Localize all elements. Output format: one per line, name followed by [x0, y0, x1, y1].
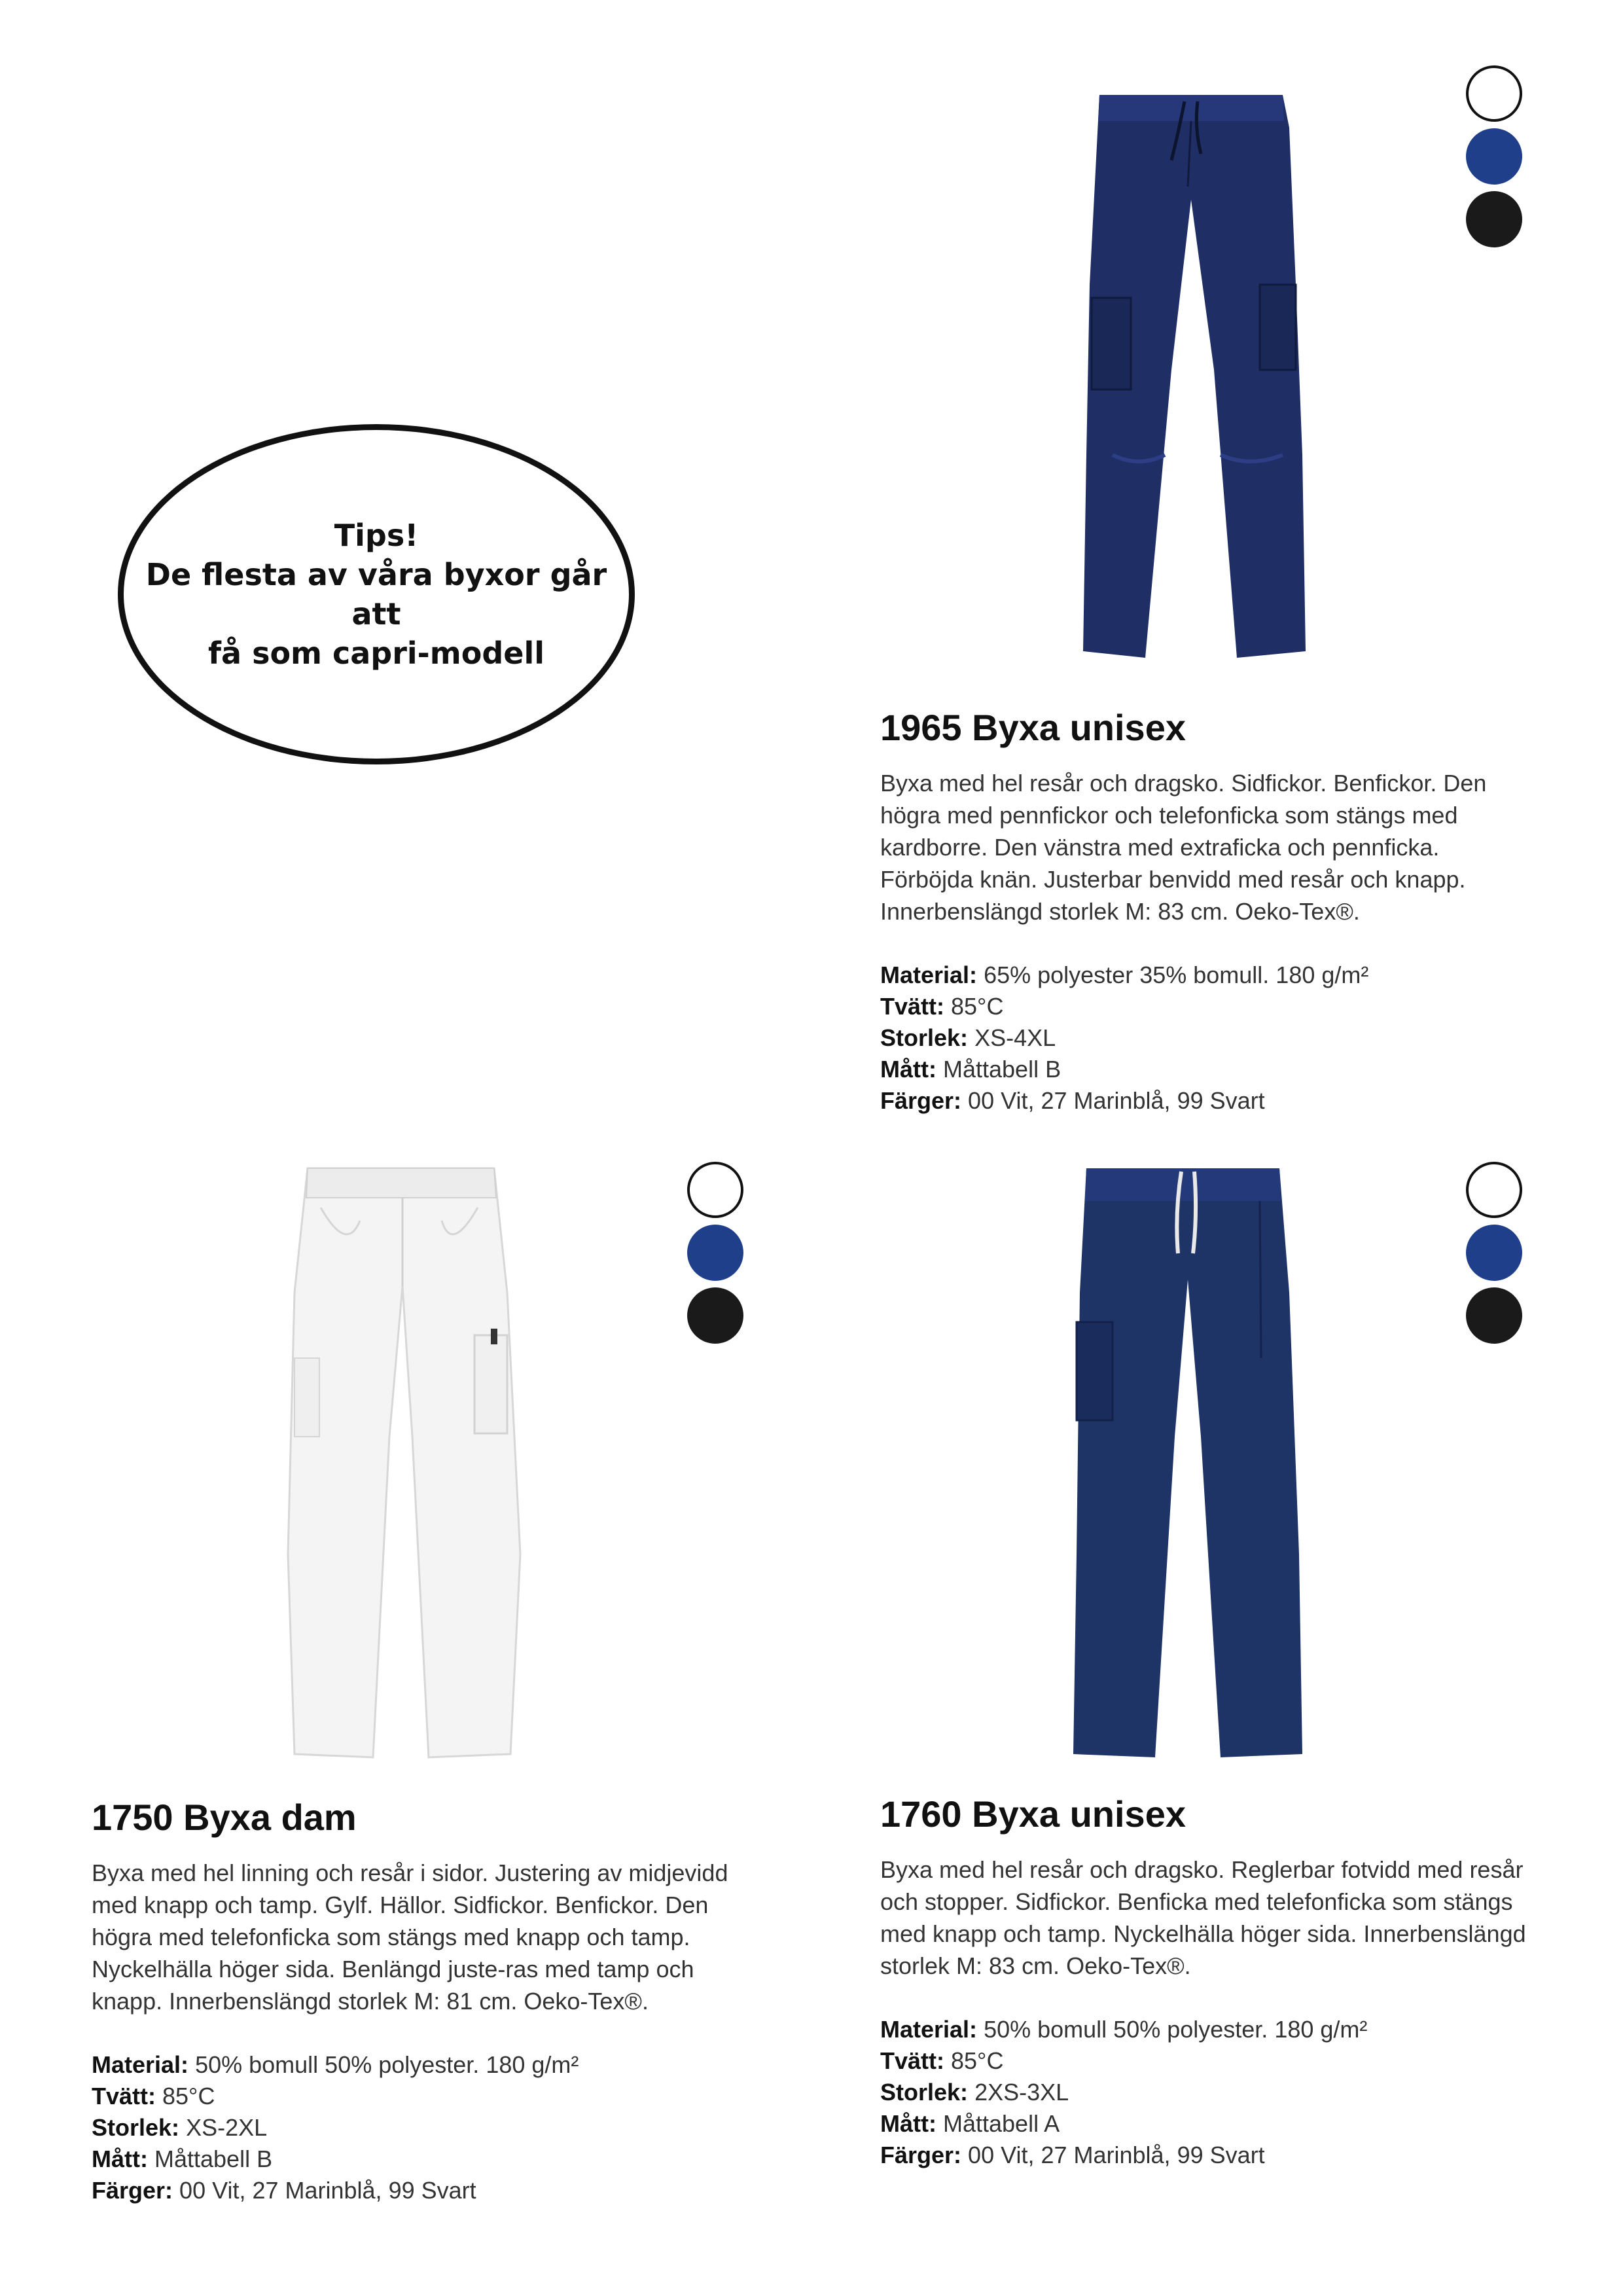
product-title: 1750 Byxa dam — [92, 1797, 357, 1838]
product-specs — [880, 2014, 1535, 2171]
product-description: Byxa med hel resår och dragsko. Reglerbar fotvidd med resår och stopper. Sidfickor. Benficka med telefonficka som stängs med knapp och tamp. Nyckelhälla höger sida. Innerbenslängd storlek M: 83 cm. Oeko-Tex®. — [880, 1856, 1526, 1979]
product-description: Byxa med hel linning och resår i sidor. Justering av midjevidd med knapp och tamp. Gylf. Hällor. Sidfickor. Benfickor. Den högra med telefonficka som stängs med knapp och tamp. Nyckelhälla höger sida. Benlängd juste-ras med tamp och knapp. Innerbenslängd storlek M: 81 cm. Oeko-Tex®. — [92, 1859, 728, 2015]
spec-size: Storlek: XS-4XL — [880, 1024, 1056, 1051]
spec-measure: Mått: Måttabell B — [880, 1056, 1061, 1083]
swatch-black — [1466, 1287, 1522, 1344]
spec-wash: Tvätt: 85°C — [880, 2047, 1004, 2074]
swatch-white — [1466, 65, 1522, 122]
spec-size: Storlek: XS-2XL — [92, 2114, 268, 2141]
product-specs — [880, 960, 1535, 1117]
tips-bubble — [118, 424, 635, 764]
product-image-1965 — [1073, 88, 1309, 664]
spec-material: Material: 50% bomull 50% polyester. 180 g/m² — [880, 2016, 1368, 2043]
spec-material: Material: 65% polyester 35% bomull. 180 g/m² — [880, 961, 1369, 988]
color-swatches-1750 — [687, 1162, 743, 1344]
spec-size: Storlek: 2XS-3XL — [880, 2079, 1069, 2106]
spec-material: Material: 50% bomull 50% polyester. 180 g/m² — [92, 2051, 579, 2078]
product-specs — [92, 2049, 740, 2206]
tips-line: få som capri-modell — [208, 636, 544, 671]
product-image-1750 — [281, 1162, 530, 1764]
product-block-1965 — [880, 707, 1535, 1117]
product-title: 1965 Byxa unisex — [880, 707, 1186, 748]
swatch-white — [687, 1162, 743, 1218]
product-block-1760 — [880, 1793, 1535, 2171]
spec-colors: Färger: 00 Vit, 27 Marinblå, 99 Svart — [92, 2177, 476, 2204]
product-image-1760 — [1063, 1162, 1312, 1764]
spec-measure: Mått: Måttabell A — [880, 2110, 1060, 2137]
spec-colors: Färger: 00 Vit, 27 Marinblå, 99 Svart — [880, 1087, 1265, 1114]
swatch-navy — [687, 1225, 743, 1281]
product-title: 1760 Byxa unisex — [880, 1793, 1186, 1835]
swatch-white — [1466, 1162, 1522, 1218]
color-swatches-1760 — [1466, 1162, 1522, 1344]
swatch-navy — [1466, 1225, 1522, 1281]
product-block-1750 — [92, 1797, 740, 2206]
product-description: Byxa med hel resår och dragsko. Sidfickor. Benfickor. Den högra med pennfickor och telefonficka som stängs med kardborre. Den vänstra med extraficka och pennficka. Förböjda knän. Justerbar benvidd med resår och knapp. Innerbenslängd storlek M: 83 cm. Oeko-Tex®. — [880, 770, 1487, 925]
tips-heading: Tips! — [334, 518, 419, 553]
spec-colors: Färger: 00 Vit, 27 Marinblå, 99 Svart — [880, 2142, 1265, 2168]
swatch-black — [1466, 191, 1522, 247]
color-swatches-1965 — [1466, 65, 1522, 247]
tips-line: De flesta av våra byxor går att — [145, 557, 607, 632]
swatch-black — [687, 1287, 743, 1344]
spec-wash: Tvätt: 85°C — [880, 993, 1004, 1020]
swatch-navy — [1466, 128, 1522, 185]
spec-measure: Mått: Måttabell B — [92, 2145, 273, 2172]
spec-wash: Tvätt: 85°C — [92, 2083, 215, 2109]
